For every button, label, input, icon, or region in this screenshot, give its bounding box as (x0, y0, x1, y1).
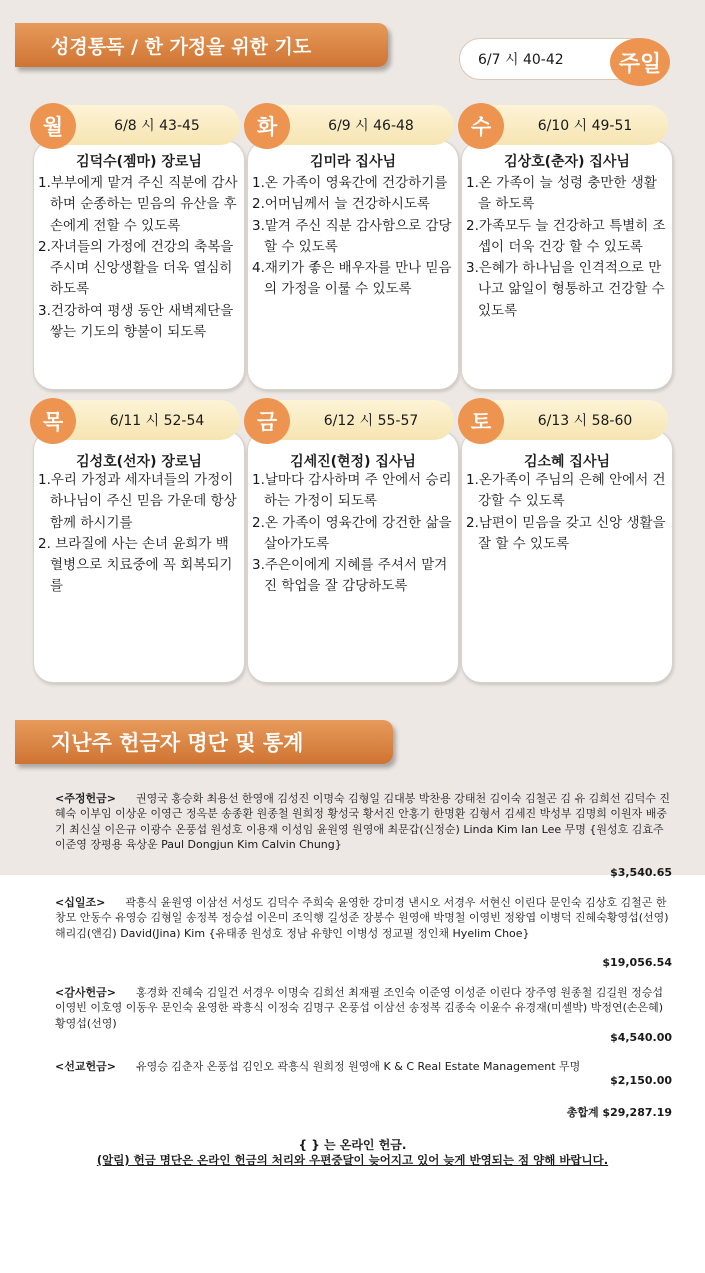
day-reading-range: 6/12 시 55-57 (323, 413, 419, 429)
prayer-item: 1.온 가족이 늘 성령 충만한 생활을 하도록 (466, 175, 657, 213)
prayer-item: 1.날마다 감사하며 주 안에서 승리하는 가정이 되도록 (252, 472, 452, 510)
day-badge: 목 (30, 398, 76, 444)
prayer-list (252, 173, 452, 301)
prayer-item: 1.온가족이 주님의 은혜 안에서 건강할 수 있도록 (466, 472, 666, 510)
day-badge: 토 (458, 398, 504, 444)
offering-total: 총합계 $29,287.19 (566, 1106, 672, 1119)
prayer-item: 4.재키가 좋은 배우자를 만나 믿음의 가정을 이룰 수 있도록 (252, 260, 452, 298)
donor-amount: $4,540.00 (610, 1031, 672, 1044)
prayer-item: 1.온 가족이 영육간에 건강하기를 (252, 175, 448, 191)
offering-notice: (알림) 헌금 명단은 온라인 헌금의 처리와 우편중달이 늦어지고 있어 늦게 반영되는 점 양해 바랍니다. (96, 1153, 609, 1167)
donor-group-weekly (55, 791, 675, 853)
prayer-item: 2.남편이 믿음을 갖고 신앙 생활을 잘 할 수 있도록 (466, 514, 666, 552)
donor-names: 유영승 김춘자 온풍섭 김인오 곽흥식 원희정 원영애 K & C Real Estate Management 무명 (135, 1060, 581, 1073)
offering-section-banner (15, 720, 393, 764)
family-name: 김소혜 집사님 (523, 454, 611, 470)
prayer-section-banner (15, 23, 388, 67)
sunday-range: 6/7 시 40-42 (478, 52, 564, 68)
family-name: 김세진(현정) 집사님 (290, 454, 416, 470)
offering-title: 지난주 헌금자 명단 및 통계 (51, 731, 304, 755)
prayer-item: 2.자녀들의 가정에 건강의 축복을 주시며 신앙생활을 더욱 열심히 하도록 (38, 238, 234, 298)
prayer-item: 2.온 가족이 영육간에 강건한 삶을 살아가도록 (252, 514, 452, 552)
day-reading-range: 6/11 시 52-54 (109, 413, 205, 429)
donor-group-label: <십일조> (55, 896, 106, 909)
donor-names: 곽흥식 윤원영 이삼선 서성도 김덕수 주희숙 윤영한 강미경 낸시오 서경우 서현신 이린다 문인숙 김상호 김철곤 한창모 안동수 유영승 김형일 송정복 정승섭 이은미 조익행 길성준 장봉수 원영애 박명철 이영빈 정왕엽 이병덕 진혜숙황영섭(선영) 해리김(앤김) David(Jina) Kim {유태종 원성호 정남 유향인 이병성 정교필 정인채 Hyelim Choe} (55, 896, 669, 940)
prayer-item: 3.건강하여 평생 동안 새벽제단을 쌓는 기도의 향불이 되도록 (38, 302, 234, 341)
day-badge: 화 (244, 103, 290, 149)
donor-group-mission (55, 1059, 675, 1074)
day-reading-range: 6/8 시 43-45 (114, 118, 200, 134)
prayer-item: 1.우리 가정과 세자녀들의 가정이 하나님이 주신 믿음 가운데 항상 함께 하시기를 (38, 472, 237, 531)
prayer-item: 3.주은이에게 지혜를 주셔서 맡겨진 학업을 잘 감당하도록 (252, 557, 448, 595)
prayer-list (252, 470, 452, 598)
sunday-day-badge: 주일 (610, 38, 670, 86)
day-badge: 월 (30, 103, 76, 149)
day-reading-range: 6/9 시 46-48 (328, 118, 414, 134)
donor-names: 홍경화 진혜숙 김일건 서경우 이명숙 김희선 최재필 조인숙 이준영 이성준 이린다 장주영 원종철 김길원 정승섭 이영빈 이호영 이동우 문인숙 윤영한 곽흥식 이정숙 김명구 온풍섭 이삼선 송정복 김종숙 이윤수 유경재(미셸박) 박정연(손은혜) 황영섭(선영) (55, 986, 664, 1030)
prayer-item: 2.어머님께서 늘 건강하시도록 (252, 196, 430, 213)
day-badge: 금 (244, 398, 290, 444)
family-name: 김미라 집사님 (309, 154, 397, 170)
prayer-list (466, 173, 666, 322)
prayer-item: 2. 브라질에 사는 손녀 윤희가 백혈병으로 치료중에 꼭 회복되기를 (38, 535, 233, 595)
donor-amount: $19,056.54 (602, 956, 672, 969)
prayer-list (466, 470, 666, 555)
prayer-item: 3.맡겨 주신 직분 감사함으로 감당 할 수 있도록 (252, 217, 452, 255)
day-reading-range: 6/10 시 49-51 (537, 118, 633, 134)
family-name: 김성호(선자) 장로님 (76, 454, 202, 470)
online-offering-note: { } 는 온라인 헌금. (298, 1138, 407, 1152)
donor-group-thanks (55, 985, 675, 1031)
day-badge: 수 (458, 103, 504, 149)
prayer-item: 2.가족모두 늘 건강하고 특별히 조셉이 더욱 건강 할 수 있도록 (466, 217, 666, 255)
donor-group-label: <선교헌금> (55, 1060, 116, 1073)
prayer-list (38, 470, 238, 598)
donor-amount: $3,540.65 (610, 866, 672, 879)
donor-names: 권영국 홍승화 최용선 한영애 김성진 이명숙 김형일 김대봉 박찬용 강태천 김이숙 김철곤 김 유 김희선 김덕수 진혜숙 이부임 이상운 이영근 정옥분 송종환 원종철 원희정 황성국 황서진 안홍기 한명환 김형서 김세진 박성부 김명희 이원자 배중기 최신실 이은규 이광수 온풍섭 원성호 이용재 이성임 윤원영 원영애 최문갑(신정순) Linda Kim Ian Lee 무명 {원성호 김효주 이준영 장평용 육상운 Paul Dongjun Kim Calvin Chung} (55, 792, 671, 852)
day-reading-range: 6/13 시 58-60 (537, 413, 633, 429)
donor-amount: $2,150.00 (610, 1074, 672, 1087)
page-title: 성경통독 / 한 가정을 위한 기도 (51, 35, 312, 58)
prayer-item: 1.부부에게 맡겨 주신 직분에 감사하며 순종하는 믿음의 유산을 후손에게 전할 수 있도록 (38, 175, 238, 234)
prayer-list (38, 173, 238, 343)
family-name: 김덕수(젬마) 장로님 (76, 154, 202, 170)
donor-group-label: <주정헌금> (55, 792, 116, 805)
prayer-item: 3.은혜가 하나님을 인격적으로 만나고 앎일이 형통하고 건강할 수 있도록 (466, 260, 665, 319)
family-name: 김상호(춘자) 집사님 (504, 154, 630, 170)
donor-group-label: <감사헌금> (55, 986, 116, 999)
donor-group-tithe (55, 895, 675, 941)
